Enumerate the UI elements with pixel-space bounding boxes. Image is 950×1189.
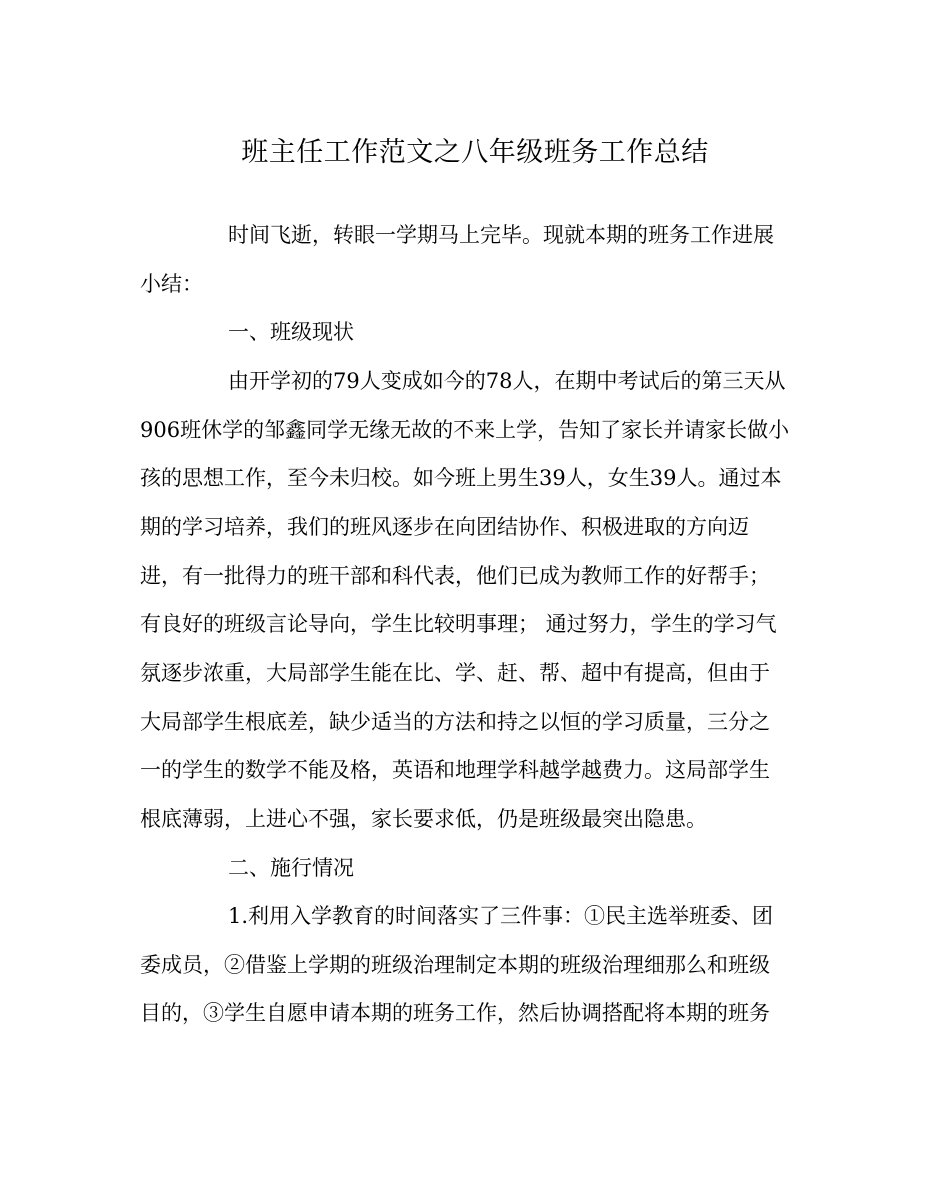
paragraph-line: 根底薄弱，上进心不强，家长要求低，仍是班级最突出隐患。: [140, 807, 707, 831]
paragraph-line: 小结：: [140, 272, 203, 296]
section-heading: 二、施行情况: [228, 856, 354, 880]
paragraph-line: 氛逐步浓重，大局部学生能在比、学、赶、帮、超中有提高，但由于: [140, 661, 770, 685]
paragraph-line: 906班休学的邹鑫同学无缘无故的不来上学，告知了家长并请家长做小: [140, 418, 790, 442]
paragraph-line: 进，有一批得力的班干部和科代表，他们已成为教师工作的好帮手；: [140, 564, 770, 588]
document-title: 班主任工作范文之八年级班务工作总结: [241, 137, 709, 168]
paragraph-line: 时间飞逝，转眼一学期马上完毕。现就本期的班务工作进展: [228, 223, 774, 247]
section-heading: 一、班级现状: [228, 320, 354, 344]
paragraph-line: 孩的思想工作，至今未归校。如今班上男生39人，女生39人。通过本: [140, 466, 782, 490]
paragraph-line: 大局部学生根底差，缺少适当的方法和持之以恒的学习质量，三分之: [140, 710, 770, 734]
paragraph-line: 委成员，②借鉴上学期的班级治理制定本期的班级治理细那么和班级: [140, 953, 770, 977]
paragraph-line: 期的学习培养，我们的班风逐步在向团结协作、积极进取的方向迈: [140, 515, 749, 539]
paragraph-line: 1.利用入学教育的时间落实了三件事：①民主选举班委、团: [228, 904, 774, 928]
paragraph-line: 目的，③学生自愿申请本期的班务工作，然后协调搭配将本期的班务: [140, 1001, 770, 1025]
paragraph-line: 由开学初的79人变成如今的78人，在期中考试后的第三天从: [228, 369, 786, 393]
paragraph-line: 一的学生的数学不能及格，英语和地理学科越学越费力。这局部学生: [140, 758, 770, 782]
paragraph-line: 有良好的班级言论导向，学生比较明事理； 通过努力，学生的学习气: [140, 612, 777, 636]
